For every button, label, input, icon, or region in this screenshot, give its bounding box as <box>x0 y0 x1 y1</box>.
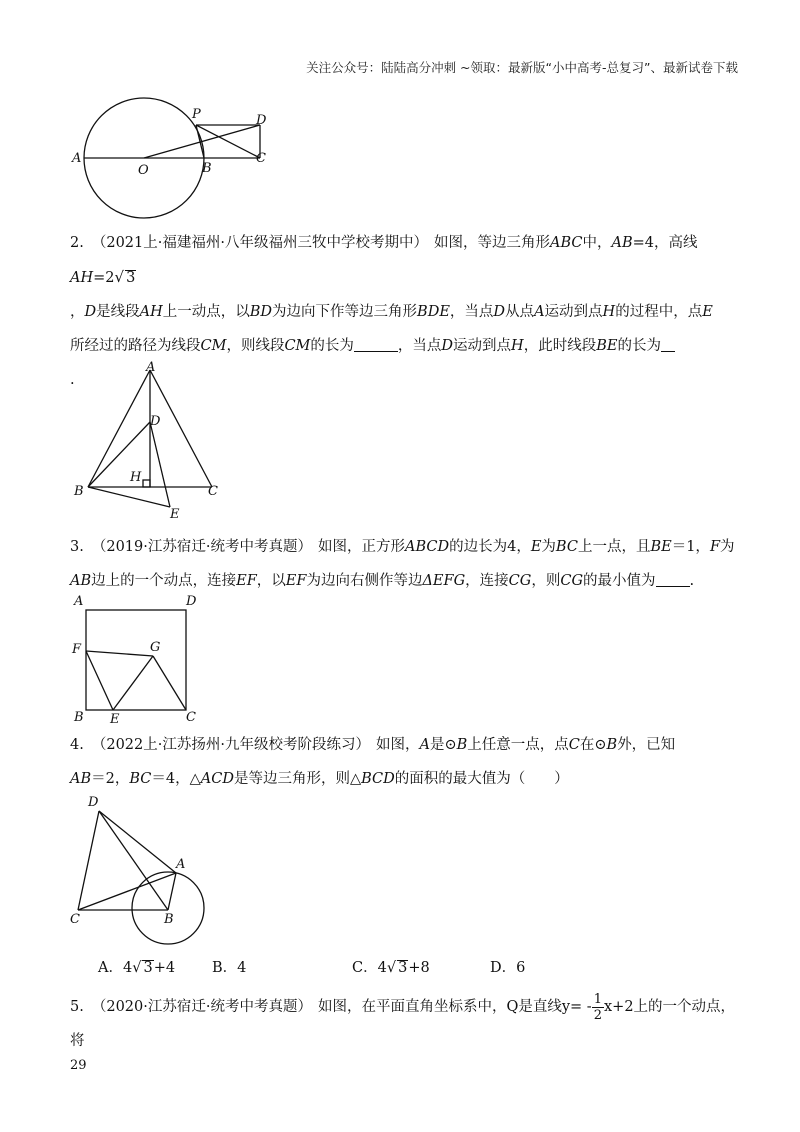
label-d: D <box>88 795 99 810</box>
label-c: C <box>186 710 196 725</box>
text: 在 <box>579 737 595 753</box>
text: ，当点 <box>397 338 442 354</box>
question-source: （2019·江苏宿迁·统考中考真题） <box>91 539 312 555</box>
math: D <box>441 338 454 354</box>
label-o: O <box>138 163 149 178</box>
question-5 <box>70 990 742 1058</box>
fraction <box>592 992 604 1023</box>
line-dc <box>78 811 99 910</box>
sqrt-value: 3 <box>143 960 153 976</box>
line-ba <box>168 873 176 910</box>
line-ca <box>78 873 176 910</box>
question-number: 3. <box>70 539 84 555</box>
line-be <box>88 487 170 507</box>
text: 为边向右侧作等边 <box>306 573 423 589</box>
option-b[interactable] <box>212 956 246 977</box>
sqrt-sign: √ <box>132 960 142 976</box>
label-b: B <box>164 912 174 927</box>
math: CG <box>560 573 584 589</box>
label-a: A <box>72 151 82 166</box>
question-4 <box>70 728 742 796</box>
math: AB <box>70 771 92 787</box>
answer-blank <box>354 350 398 352</box>
math: BE <box>650 539 672 555</box>
label-a: A <box>146 360 156 375</box>
math: E <box>702 304 713 320</box>
label-g: G <box>150 640 161 655</box>
math: △ACD <box>189 771 234 787</box>
text: ，则 <box>531 573 561 589</box>
text: ，以 <box>256 573 286 589</box>
label-d: D <box>256 113 267 128</box>
option-c[interactable] <box>352 956 430 977</box>
figure-circle-rectangle <box>60 95 290 225</box>
text: ＝4， <box>151 771 190 787</box>
page-header: 关注公众号：陆陆高分冲刺 ~领取：最新版“小中高考-总复习”、最新试卷下载 <box>306 60 738 75</box>
label-c: C <box>70 912 80 927</box>
text: 中， <box>582 235 612 251</box>
line-fe <box>86 651 113 710</box>
text: 所经过的路径为线段 <box>70 338 201 354</box>
figure-triangle-svg <box>70 360 240 530</box>
figure-circle-triangle <box>66 795 216 945</box>
text: =2 <box>93 270 115 286</box>
label-d: D <box>186 594 197 609</box>
fraction-denominator: 2 <box>593 1007 602 1023</box>
text: +8 <box>408 960 430 976</box>
text: ＝2， <box>91 771 130 787</box>
math: A <box>534 304 545 320</box>
math: ΔEFG <box>422 573 466 589</box>
label-h: H <box>130 470 142 485</box>
math: ABCD <box>404 539 450 555</box>
math: H <box>511 338 524 354</box>
question-source: （2021上·福建福州·八年级福州三牧中学校考期中） <box>91 235 428 251</box>
text: =4，高线 <box>632 235 698 251</box>
text: 边上的一个动点，连接 <box>91 573 237 589</box>
math: D <box>493 304 506 320</box>
text: 的过程中，点 <box>615 304 703 320</box>
text: 如图，等边三角形 <box>433 235 550 251</box>
math: BD <box>249 304 273 320</box>
label-a: A <box>176 857 186 872</box>
text: +4 <box>153 960 176 976</box>
line-pc <box>196 125 260 158</box>
line-gc <box>153 656 186 710</box>
option-text: D．6 <box>490 960 526 976</box>
text: 如图，正方形 <box>317 539 405 555</box>
text: 是 <box>429 737 445 753</box>
label-c: C <box>256 151 266 166</box>
text: ， <box>70 304 85 320</box>
text: 运动到点 <box>453 338 512 354</box>
sqrt-sign: √ <box>114 268 125 286</box>
text: ，则线段 <box>226 338 285 354</box>
figure-equilateral-triangle <box>70 360 240 530</box>
question-source: （2020·江苏宿迁·统考中考真题） <box>91 999 312 1015</box>
text: 4 <box>122 960 133 976</box>
line-da <box>99 811 176 873</box>
label-p: P <box>192 107 201 122</box>
question-number: 4. <box>70 737 84 753</box>
option-a[interactable] <box>98 956 175 977</box>
text: ，此时线段 <box>523 338 597 354</box>
answer-blank <box>661 350 675 352</box>
math: AH <box>139 304 163 320</box>
line-de <box>150 422 170 507</box>
math: D <box>84 304 97 320</box>
page-number: 29 <box>70 1058 87 1073</box>
text: 为边向下作等边三角形 <box>272 304 418 320</box>
right-angle-mark <box>143 480 150 487</box>
text: 如图，在平面直角坐标系中，Q是直线y= - <box>317 999 592 1015</box>
line-od <box>144 125 260 158</box>
math: ⊙B <box>444 737 468 753</box>
question-number: 5. <box>70 999 84 1015</box>
text: 为 <box>720 539 735 555</box>
figure-square-svg <box>70 594 210 728</box>
question-number: 2. <box>70 235 84 251</box>
text: . <box>689 573 695 589</box>
math: BC <box>555 539 578 555</box>
math: C <box>568 737 580 753</box>
sqrt-value: 3 <box>398 960 408 976</box>
figure-square <box>70 594 210 728</box>
label-e: E <box>110 712 120 727</box>
option-text: B．4 <box>212 960 247 976</box>
math: A <box>419 737 430 753</box>
text: ，当点 <box>449 304 494 320</box>
text: 的边长为4， <box>449 539 531 555</box>
text: 的面积的最大值为（ ） <box>394 771 569 787</box>
question-source: （2022上·江苏扬州·九年级校考阶段练习） <box>91 737 370 753</box>
line-eg <box>113 656 153 710</box>
math: △BCD <box>349 771 395 787</box>
math: BE <box>596 338 618 354</box>
math: EF <box>285 573 307 589</box>
math: BDE <box>417 304 450 320</box>
label-e: E <box>170 507 180 522</box>
text: 上任意一点，点 <box>467 737 569 753</box>
line-fg <box>86 651 153 656</box>
math: F <box>709 539 720 555</box>
label-b: B <box>74 710 84 725</box>
answer-blank <box>656 585 690 587</box>
text: 从点 <box>505 304 535 320</box>
figure-circle-triangle-svg <box>66 795 216 945</box>
text: 上一点，且 <box>577 539 651 555</box>
text: ＝1， <box>671 539 710 555</box>
text: ，连接 <box>465 573 509 589</box>
math: AB <box>70 573 92 589</box>
option-d[interactable] <box>490 956 525 977</box>
line-db <box>99 811 168 910</box>
text: 是线段 <box>96 304 140 320</box>
math: CM <box>284 338 311 354</box>
math: EF <box>236 573 257 589</box>
label-c: C <box>208 484 218 499</box>
sqrt-value: 3 <box>126 270 136 286</box>
math: ABC <box>549 235 583 251</box>
label-a: A <box>74 594 84 609</box>
text: 的长为 <box>617 338 661 354</box>
label-d: D <box>150 414 161 429</box>
text: . <box>70 372 75 388</box>
text: 的最小值为 <box>583 573 656 589</box>
math: ⊙B <box>594 737 618 753</box>
math: E <box>530 539 542 555</box>
label-b: B <box>74 484 84 499</box>
label-f: F <box>72 642 82 657</box>
sqrt-sign: √ <box>386 960 397 976</box>
label-b: B <box>202 161 212 176</box>
text: 如图， <box>375 737 420 753</box>
math: CG <box>508 573 532 589</box>
text: 运动到点 <box>544 304 603 320</box>
option-letter: A． <box>98 960 123 976</box>
text: 为 <box>541 539 556 555</box>
question-3 <box>70 530 742 598</box>
text: 4 <box>377 960 387 976</box>
text: 是等边三角形，则 <box>233 771 350 787</box>
math: AB <box>611 235 633 251</box>
text: 的长为 <box>310 338 354 354</box>
math: H <box>602 304 616 320</box>
math: BC <box>129 771 152 787</box>
square-abcd <box>86 610 186 710</box>
math: AH <box>70 270 94 286</box>
text: 外，已知 <box>617 737 676 753</box>
fraction-numerator: 1 <box>593 991 602 1007</box>
text: x+2上的一个动点，将 <box>70 999 736 1049</box>
text: 上一动点，以 <box>162 304 250 320</box>
option-letter: C． <box>352 960 378 976</box>
math: CM <box>200 338 227 354</box>
